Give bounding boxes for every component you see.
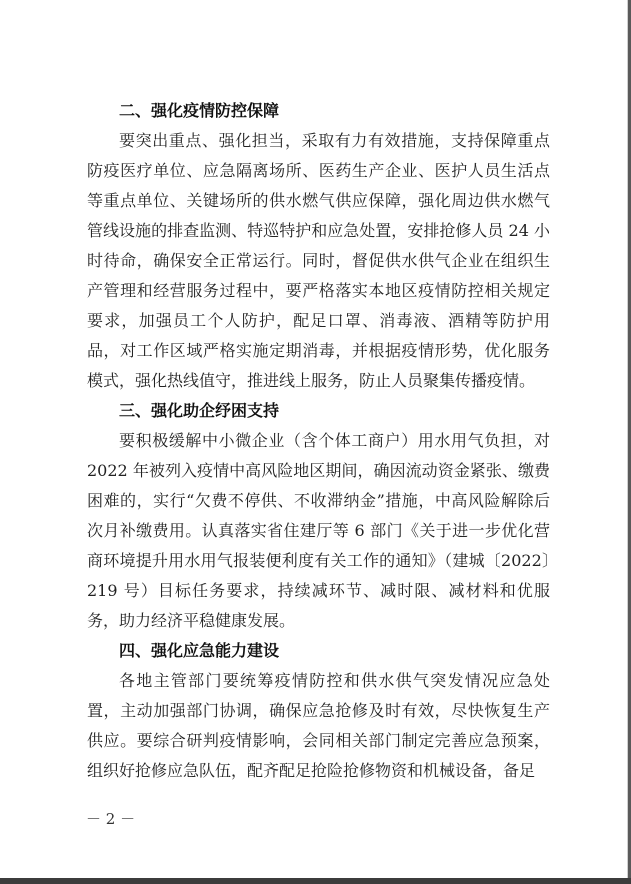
section-heading-epidemic-prevention: 二、强化疫情防控保障	[119, 101, 280, 120]
section-paragraph-emergency-capacity: 各地主管部门要统筹疫情防控和供水供气突发情况应急处置，主动加强部门协调，确保应急抢修及时有效，尽快恢复生产供应。要综合研判疫情影响，会同相关部门制定完善应急预案，组织好抢修应急队伍，配齐配足抢险抢修物资和机械设备，备足	[87, 671, 550, 780]
page-number: － 2 －	[86, 810, 136, 828]
section-heading-enterprise-relief: 三、强化助企纾困支持	[119, 401, 280, 420]
document-body	[87, 96, 550, 786]
section-heading-emergency-capacity: 四、强化应急能力建设	[119, 641, 280, 660]
section-paragraph-epidemic-prevention: 要突出重点、强化担当，采取有力有效措施，支持保障重点防疫医疗单位、应急隔离场所、医药生产企业、医护人员生活点等重点单位、关键场所的供水燃气供应保障，强化周边供水燃气管线设施的排查监测、特巡特护和应急处置，安排抢修人员 24 小时待命，确保安全正常运行。同时，督促供水供气企业在组织生产管理和经营服务过程中，要严格落实本地区疫情防控相关规定要求，加强员工个人防护，配足口罩、消毒液、酒精等防护用品，对工作区域严格实施定期消毒，并根据疫情形势，优化服务模式，强化热线值守，推进线上服务，防止人员聚集传播疫情。	[87, 131, 550, 390]
viewer-bottom-edge	[0, 878, 631, 884]
section-paragraph-enterprise-relief: 要积极缓解中小微企业（含个体工商户）用水用气负担，对 2022 年被列入疫情中高风险地区期间，确因流动资金紧张、缴费困难的，实行“欠费不停供、不收滞纳金”措施，中高风险解除后次月补缴费用。认真落实省住建厅等 6 部门《关于进一步优化营商环境提升用水用气报装便利度有关工作的通知》（建城〔2022〕219 号）目标任务要求，持续减环节、减时限、减材料和优服务，助力经济平稳健康发展。	[87, 431, 550, 630]
